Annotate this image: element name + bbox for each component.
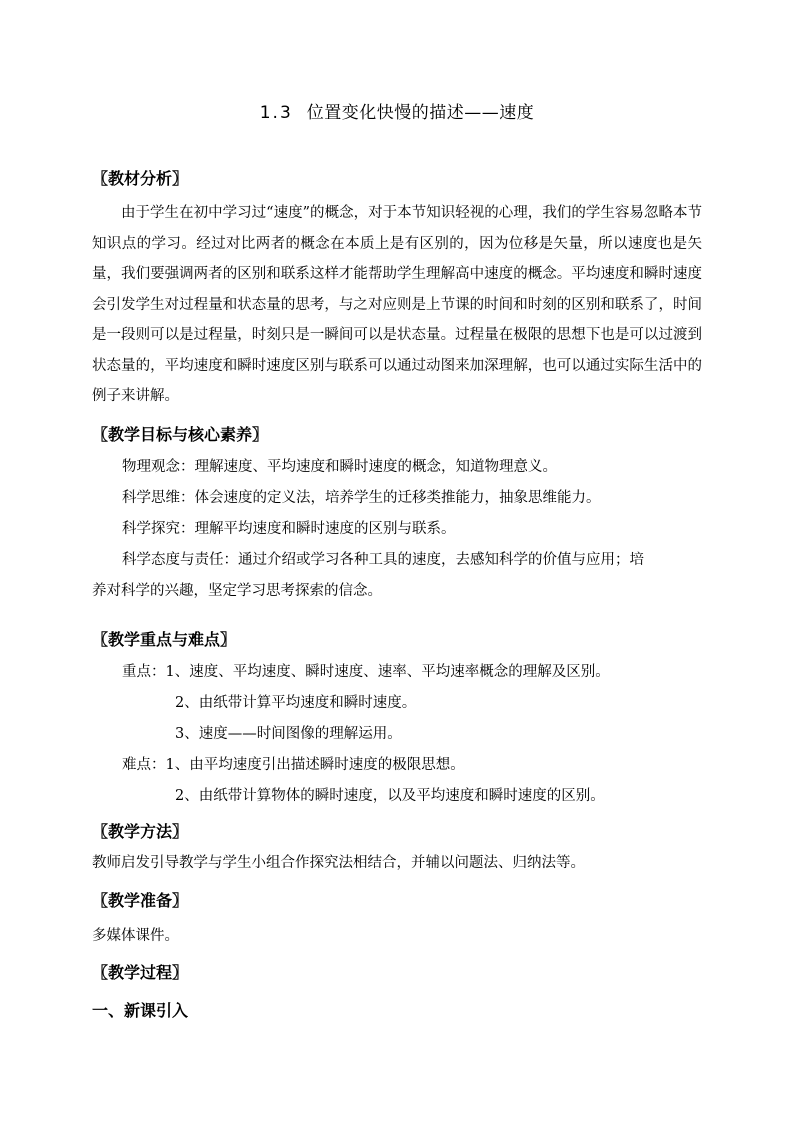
analysis-paragraph: 由于学生在初中学习过“速度”的概念，对于本节知识轻视的心理，我们的学生容易忽略本节知识点的学习。经过对比两者的概念在本质上是有区别的，因为位移是矢量，所以速度也是矢量，我们要强调两者的区别和联系这样才能帮助学生理解高中速度的概念。平均速度和瞬时速度会引发学生对过程量和状态量的思考，与之对应则是上节课的时间和时刻的区别和联系了，时间是一段则可以是过程量，时刻只是一瞬间可以是状态量。过程量在极限的思想下也是可以过渡到状态量的，平均速度和瞬时速度区别与联系可以通过动图来加深理解，也可以通过实际生活中的例子来讲解。 (92, 205, 702, 404)
heading-analysis: 〖教材分析〗 (92, 169, 189, 188)
title-text: 位置变化快慢的描述——速度 (306, 103, 535, 123)
key-point-2: 2、由纸带计算平均速度和瞬时速度。 (175, 695, 417, 711)
key-point-1: 重点：1、速度、平均速度、瞬时速度、速率、平均速率概念的理解及区别。 (122, 664, 610, 680)
preparation-text: 多媒体课件。 (92, 928, 179, 944)
goal-attitude-line1: 科学态度与责任：通过介绍或学习各种工具的速度，去感知科学的价值与应用；培 (122, 552, 644, 568)
page-title (0, 98, 794, 123)
difficulty-1: 难点：1、由平均速度引出描述瞬时速度的极限思想。 (122, 757, 465, 773)
heading-method: 〖教学方法〗 (92, 822, 189, 841)
method-text: 教师启发引导教学与学生小组合作探究法相结合，并辅以问题法、归纳法等。 (92, 855, 585, 871)
goal-physics-concept: 物理观念：理解速度、平均速度和瞬时速度的概念，知道物理意义。 (122, 459, 557, 475)
goal-scientific-thinking: 科学思维：体会速度的定义法，培养学生的迁移类推能力，抽象思维能力。 (122, 490, 601, 506)
key-point-3: 3、速度——时间图像的理解运用。 (175, 726, 402, 742)
heading-key-points: 〖教学重点与难点〗 (92, 630, 237, 649)
heading-goals: 〖教学目标与核心素养〗 (92, 425, 269, 444)
goal-attitude-line2: 养对科学的兴趣，坚定学习思考探索的信念。 (92, 583, 382, 599)
heading-process: 〖教学过程〗 (92, 963, 189, 982)
process-subheading: 一、新课引入 (92, 1001, 189, 1020)
goal-scientific-inquiry: 科学探究：理解平均速度和瞬时速度的区别与联系。 (122, 521, 456, 537)
heading-preparation: 〖教学准备〗 (92, 891, 189, 910)
difficulty-2: 2、由纸带计算物体的瞬时速度，以及平均速度和瞬时速度的区别。 (175, 788, 605, 804)
title-number: 1.3 (259, 103, 293, 123)
